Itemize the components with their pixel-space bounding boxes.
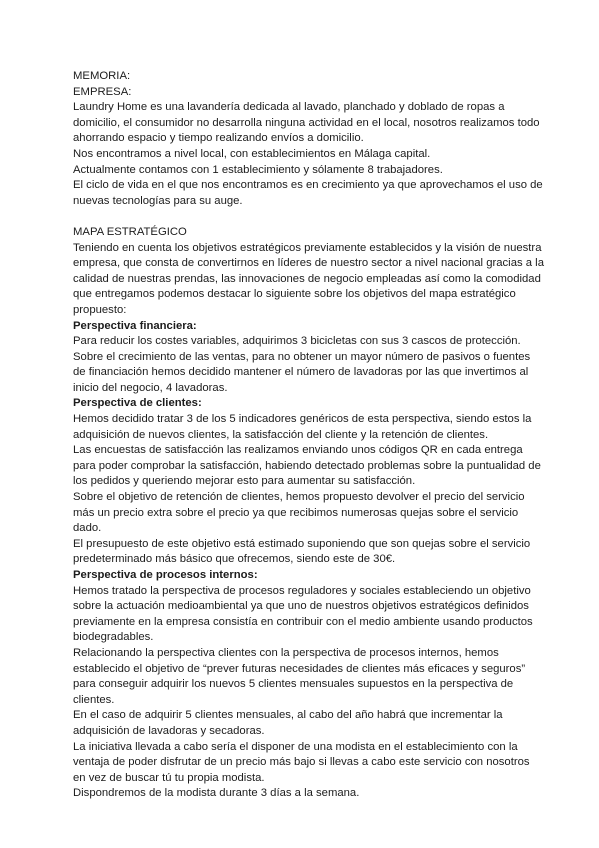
procesos-paragraph: La iniciativa llevada a cabo sería el disponer de una modista en el establecimiento con la ventaja de poder disfrutar de un precio más bajo si llevas a cabo este servicio con nosotros en vez de buscar tú tu propia modista. [73, 740, 530, 784]
clientes-title: Perspectiva de clientes: [73, 397, 202, 410]
empresa-paragraph: Nos encontramos a nivel local, con establecimientos en Málaga capital. [73, 147, 431, 160]
clientes-paragraph: Hemos decidido tratar 3 de los 5 indicadores genéricos de esta perspectiva, siendo estos la adquisición de nuevos clientes, la satisfacción del cliente y la retención de clientes. [73, 413, 532, 441]
mapa-intro-paragraph: Teniendo en cuenta los objetivos estratégicos previamente establecidos y la visión de nuestra empresa, que consta de convertirnos en líderes de nuestro sector a nivel nacional gracias a la calidad de nuestras prendas, las innovaciones de negocio empleadas así como la comodidad que entregamos podemos destacar lo siguiente sobre los objetivos del mapa estratégico propuesto: [73, 241, 544, 316]
clientes-paragraph: Las encuestas de satisfacción las realizamos enviando unos códigos QR en cada entrega para poder comprobar la satisfacción, habiendo detectado problemas sobre la puntualidad de los pedidos y queriendo mejorar esto para aumentar su satisfacción. [73, 444, 541, 488]
section-spacer [73, 209, 545, 225]
procesos-paragraph: Hemos tratado la perspectiva de procesos reguladores y sociales estableciendo un objetivo sobre la actuación medioambiental ya que uno de nuestros objetivos estratégicos definidos previamente en la empresa consistía en contribuir con el medio ambiente usando productos biodegradables. [73, 584, 533, 644]
financiera-paragraph: Para reducir los costes variables, adquirimos 3 bicicletas con sus 3 cascos de protección. [73, 335, 521, 348]
procesos-paragraph: Relacionando la perspectiva clientes con la perspectiva de procesos internos, hemos establecido el objetivo de “prever futuras necesidades de clientes más eficaces y seguros” para conseguir adquirir los nuevos 5 clientes mensuales supuestos en la perspectiva de clientes. [73, 646, 526, 706]
document-body [73, 69, 545, 802]
procesos-title: Perspectiva de procesos internos: [73, 569, 258, 581]
memoria-title: MEMORIA: [73, 70, 131, 82]
empresa-title: EMPRESA: [73, 85, 132, 98]
empresa-paragraph: Actualmente contamos con 1 establecimiento y sólamente 8 trabajadores. [73, 163, 443, 176]
empresa-paragraph: Laundry Home es una lavandería dedicada al lavado, planchado y doblado de ropas a domicilio, el consumidor no desarrolla ninguna actividad en el local, nosotros realizamos todo ahorrando espacio y tiempo realizando envíos a domicilio. [73, 101, 540, 145]
mapa-estrategico-title: MAPA ESTRATÉGICO [73, 225, 187, 238]
financiera-paragraph: Sobre el crecimiento de las ventas, para no obtener un mayor número de pasivos o fuentes de financiación hemos decidido mantener el número de lavadoras por las que invertimos al inicio del negocio, 4 lavadoras. [73, 350, 531, 394]
clientes-paragraph: El presupuesto de este objetivo está estimado suponiendo que son quejas sobre el servicio predeterminado más básico que ofrecemos, siendo este de 30€. [73, 537, 531, 566]
procesos-paragraph: En el caso de adquirir 5 clientes mensuales, al cabo del año habrá que incrementar la adquisición de lavadoras y secadoras. [73, 709, 503, 737]
financiera-title: Perspectiva financiera: [73, 319, 197, 332]
empresa-paragraph: El ciclo de vida en el que nos encontramos es en crecimiento ya que aprovechamos el uso de nuevas tecnologías para su auge. [73, 179, 543, 207]
clientes-paragraph: Sobre el objetivo de retención de clientes, hemos propuesto devolver el precio del servicio más un precio extra sobre el precio ya que recibimos numerosas quejas sobre el servicio dado. [73, 491, 525, 535]
procesos-paragraph: Dispondremos de la modista durante 3 días a la semana. [73, 787, 360, 800]
